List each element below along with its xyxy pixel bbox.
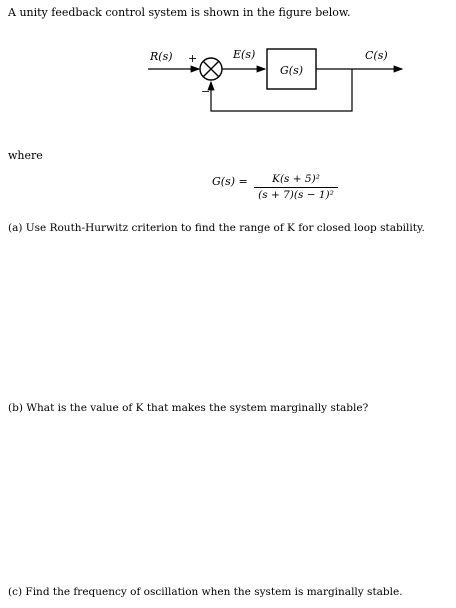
question-c: (c) Find the frequency of oscillation when the system is marginally stable.: [8, 586, 403, 598]
plus-sign: +: [188, 52, 198, 65]
equation-denominator: (s + 7)(s − 1)²: [258, 189, 334, 201]
transfer-function-lhs: [212, 175, 248, 188]
question-b: (b) What is the value of K that makes the system marginally stable?: [8, 402, 369, 414]
intro-text: A unity feedback control system is shown in the figure below.: [8, 6, 351, 19]
equation-numerator: K(s + 5)²: [254, 173, 338, 188]
input-label: R(s): [150, 50, 173, 63]
where-text: where: [8, 149, 43, 162]
output-label: C(s): [365, 49, 388, 62]
equation-lhs: G(s) =: [212, 175, 248, 188]
minus-sign: −: [201, 85, 211, 98]
summing-junction: [200, 58, 222, 80]
question-a: (a) Use Routh-Hurwitz criterion to find the range of K for closed loop stability.: [8, 222, 425, 234]
transfer-function-fraction: [254, 173, 338, 202]
error-label: E(s): [233, 48, 256, 61]
block-diagram: [0, 0, 456, 130]
plant-block-label: G(s): [279, 64, 304, 77]
